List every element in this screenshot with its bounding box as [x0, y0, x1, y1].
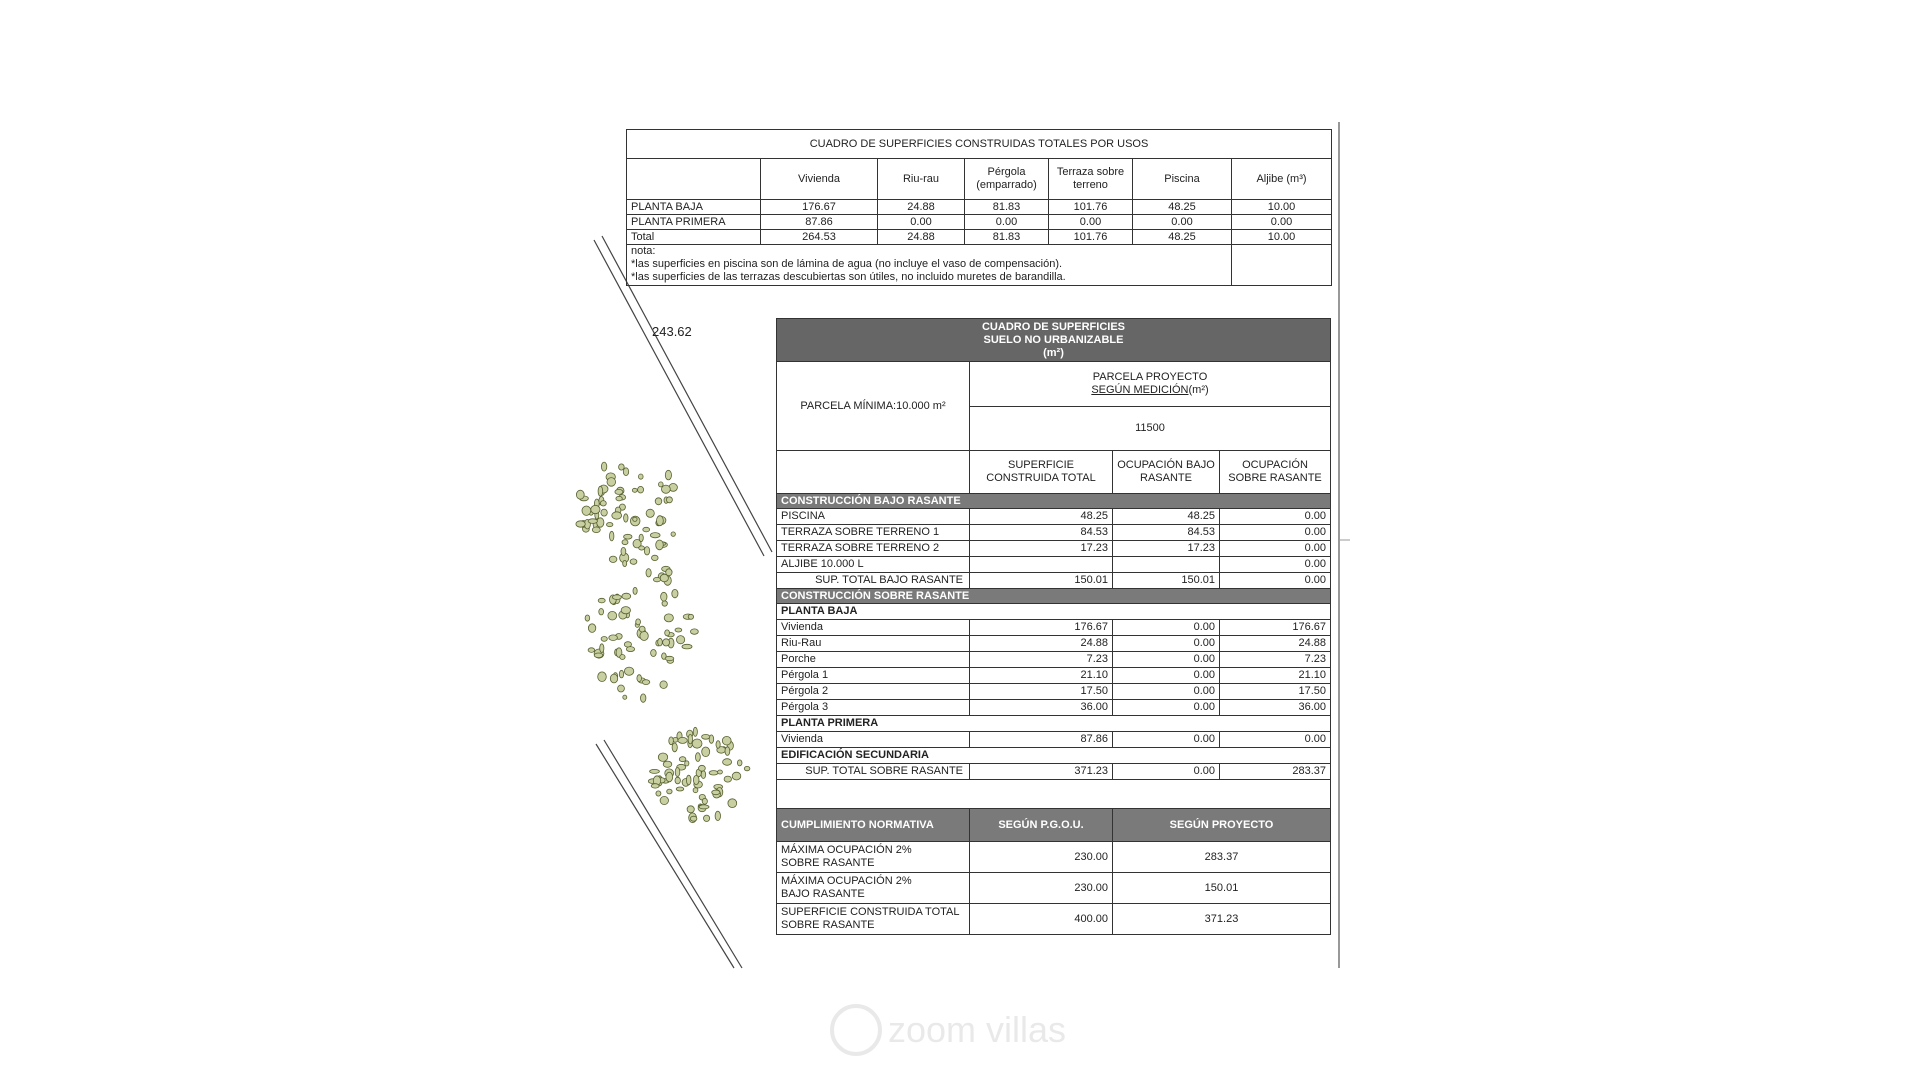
tree-leaf-symbol — [722, 736, 731, 745]
total-row — [777, 573, 1331, 589]
tree-leaf-symbol — [677, 636, 685, 644]
cell: 0.00 — [1113, 732, 1220, 748]
tree-leaf-symbol — [699, 805, 709, 809]
tree-leaf-symbol — [641, 694, 646, 702]
title-line: SUELO NO URBANIZABLE — [983, 333, 1124, 346]
tree-leaf-symbol — [624, 667, 633, 675]
header-empty — [627, 159, 761, 200]
tree-leaf-symbol — [732, 772, 741, 780]
table-row — [777, 557, 1331, 573]
cell: 371.23 — [1113, 904, 1331, 935]
row-label — [777, 842, 970, 873]
parcela-minima-cell: PARCELA MÍNIMA:10.000 m² — [777, 362, 970, 451]
label-line: MÁXIMA OCUPACIÓN 2% — [781, 875, 912, 887]
table-row — [777, 700, 1331, 716]
tree-leaf-symbol — [630, 559, 637, 564]
tree-leaf-symbol — [600, 644, 604, 653]
subsection-title: PLANTA PRIMERA — [777, 716, 1331, 732]
label-line: SOBRE RASANTE — [781, 919, 875, 931]
tree-leaf-symbol — [662, 601, 667, 606]
tree-leaf-symbol — [626, 647, 634, 652]
parcela-proyecto-label: PARCELA PROYECTO — [1092, 370, 1208, 383]
tree-leaf-symbol — [582, 506, 591, 515]
subsection-planta-baja — [777, 604, 1331, 620]
cell: 0.00 — [1220, 573, 1331, 589]
tree-leaf-symbol — [643, 527, 650, 532]
tree-leaf-symbol — [688, 614, 693, 619]
parcela-proyecto-cell — [970, 362, 1331, 407]
cell: 36.00 — [970, 700, 1113, 716]
tree-leaf-symbol — [650, 533, 660, 538]
cell: 230.00 — [970, 842, 1113, 873]
cell: 101.76 — [1049, 230, 1133, 245]
tree-leaf-symbol — [693, 727, 697, 736]
tree-leaf-symbol — [663, 639, 670, 646]
cell: 81.83 — [965, 230, 1049, 245]
tree-leaf-symbol — [716, 741, 720, 749]
tree-leaf-symbol — [642, 680, 650, 685]
cell: 0.00 — [1220, 525, 1331, 541]
tree-leaf-symbol — [608, 611, 617, 620]
note-line: *las superficies de las terrazas descubiertas son útiles, no incluido muretes de barandilla. — [631, 271, 1066, 283]
tree-leaf-symbol — [623, 468, 628, 476]
tree-leaf-symbol — [639, 546, 645, 550]
tree-leaf-symbol — [620, 655, 625, 660]
tree-leaf-symbol — [592, 527, 600, 533]
tree-leaf-symbol — [666, 772, 673, 782]
cell: 0.00 — [1113, 764, 1220, 780]
tree-leaf-symbol — [576, 490, 584, 499]
tree-leaf-symbol — [588, 624, 595, 633]
tree-leaf-symbol — [646, 509, 654, 517]
tree-leaf-symbol — [609, 556, 617, 562]
tree-leaf-symbol — [669, 737, 674, 745]
tree-leaf-symbol — [725, 747, 730, 756]
cell: 24.88 — [878, 200, 965, 215]
tree-leaf-symbol — [709, 771, 718, 775]
tree-leaf-symbol — [651, 650, 657, 657]
cell: 0.00 — [1133, 215, 1232, 230]
tree-leaf-symbol — [665, 630, 670, 636]
cell: 17.50 — [1220, 684, 1331, 700]
tree-leaf-symbol — [612, 512, 622, 519]
row-label: Vivienda — [777, 732, 970, 748]
tree-leaf-symbol — [665, 656, 674, 660]
subsection-edificacion-secundaria — [777, 748, 1331, 764]
header-ocupacion-sobre: OCUPACIÓN SOBRE RASANTE — [1220, 451, 1331, 494]
label-line: MÁXIMA OCUPACIÓN 2% — [781, 844, 912, 856]
tree-leaf-symbol — [639, 534, 643, 542]
tree-leaf-symbol — [663, 761, 672, 767]
row-label: Porche — [777, 652, 970, 668]
tree-leaf-symbol — [588, 519, 597, 524]
built-surfaces-by-use-table — [626, 129, 1332, 286]
tree-leaf-symbol — [640, 631, 648, 640]
header-superficie-construida: SUPERFICIE CONSTRUIDA TOTAL — [970, 451, 1113, 494]
row-label — [777, 904, 970, 935]
tree-leaf-symbol — [660, 681, 667, 689]
table-row — [777, 842, 1331, 873]
tree-leaf-symbol — [612, 595, 621, 600]
tree-leaf-symbol — [636, 619, 641, 625]
cell: 24.88 — [878, 230, 965, 245]
cell — [970, 557, 1113, 573]
cell: 176.67 — [970, 620, 1113, 636]
tree-leaf-symbol — [655, 498, 662, 505]
section-title: CONSTRUCCIÓN SOBRE RASANTE — [777, 589, 1331, 604]
cell: 400.00 — [970, 904, 1113, 935]
tree-leaf-symbol — [610, 674, 617, 683]
spacer-cell — [777, 780, 1331, 809]
row-label: ALJIBE 10.000 L — [777, 557, 970, 573]
tree-leaf-symbol — [693, 788, 698, 793]
tree-leaf-symbol — [610, 531, 614, 541]
cell: 48.25 — [970, 509, 1113, 525]
tree-leaf-symbol — [650, 769, 660, 773]
tree-leaf-symbol — [687, 806, 694, 813]
tree-leaf-symbol — [619, 670, 623, 678]
tree-clusters — [576, 462, 750, 823]
cell: 87.86 — [970, 732, 1113, 748]
cell: 7.23 — [970, 652, 1113, 668]
tree-leaf-symbol — [658, 753, 667, 761]
watermark-logo — [828, 1000, 1118, 1060]
table-row — [777, 668, 1331, 684]
cell: 0.00 — [965, 215, 1049, 230]
spacer-row — [777, 780, 1331, 809]
cell: 7.23 — [1220, 652, 1331, 668]
tree-leaf-symbol — [704, 815, 710, 821]
section-sobre-rasante — [777, 589, 1331, 604]
tree-leaf-symbol — [576, 521, 585, 527]
cell: 84.53 — [1113, 525, 1220, 541]
tree-leaf-symbol — [662, 485, 671, 493]
cell: 0.00 — [1220, 557, 1331, 573]
tree-leaf-symbol — [728, 799, 737, 808]
tree-leaf-symbol — [678, 737, 687, 743]
header-ocupacion-bajo: OCUPACIÓN BAJO RASANTE — [1113, 451, 1220, 494]
tree-leaf-symbol — [651, 784, 659, 788]
table-row — [777, 684, 1331, 700]
segun-medicion-label: SEGÚN MEDICIÓN — [1091, 383, 1189, 396]
tree-leaf-symbol — [616, 496, 622, 501]
section-title: CONSTRUCCIÓN BAJO RASANTE — [777, 494, 1331, 509]
tree-leaf-symbol — [621, 547, 626, 555]
surfaces-non-urban-land-table — [776, 318, 1331, 935]
cell: 0.00 — [878, 215, 965, 230]
header-piscina: Piscina — [1133, 159, 1232, 200]
tree-leaf-symbol — [588, 648, 595, 653]
segun-medicion-line — [974, 384, 1326, 397]
table-row — [777, 873, 1331, 904]
note-line: *las superficies en piscina son de lámina de agua (no incluye el vaso de compensación). — [631, 258, 1063, 270]
table-row — [777, 620, 1331, 636]
cell: 10.00 — [1232, 200, 1332, 215]
tree-leaf-symbol — [701, 771, 706, 779]
row-label: Riu-Rau — [777, 636, 970, 652]
tree-leaf-symbol — [644, 547, 649, 555]
tree-leaf-symbol — [639, 474, 644, 479]
title-line: CUADRO DE SUPERFICIES — [981, 320, 1126, 333]
row-label: Vivienda — [777, 620, 970, 636]
table-row — [777, 636, 1331, 652]
tree-leaf-symbol — [699, 765, 706, 771]
cell: 0.00 — [1113, 652, 1220, 668]
cell: 10.00 — [1232, 230, 1332, 245]
cell: 0.00 — [1049, 215, 1133, 230]
cell: 81.83 — [965, 200, 1049, 215]
tree-leaf-symbol — [601, 637, 607, 642]
tree-leaf-symbol — [676, 787, 684, 791]
total-label: SUP. TOTAL SOBRE RASANTE — [777, 764, 970, 780]
tree-leaf-symbol — [682, 644, 692, 649]
tree-leaf-symbol — [688, 735, 692, 744]
table-row — [777, 732, 1331, 748]
subsection-planta-primera — [777, 716, 1331, 732]
row-label: TERRAZA SOBRE TERRENO 2 — [777, 541, 970, 557]
cell: 21.10 — [970, 668, 1113, 684]
cell: 24.88 — [970, 636, 1113, 652]
cell: 87.86 — [761, 215, 878, 230]
tree-leaf-symbol — [598, 486, 603, 496]
tree-leaf-symbol — [718, 770, 723, 774]
tree-leaf-symbol — [653, 577, 660, 581]
tree-leaf-symbol — [618, 685, 625, 692]
tree-leaf-symbol — [638, 486, 644, 493]
cell: 0.00 — [1113, 620, 1220, 636]
tree-leaf-symbol — [667, 789, 672, 794]
elevation-label: 243.62 — [652, 324, 692, 339]
tree-leaf-symbol — [679, 757, 686, 762]
tree-leaf-symbol — [737, 760, 742, 766]
tree-leaf-symbol — [692, 739, 702, 748]
tree-leaf-symbol — [600, 501, 606, 506]
tree-leaf-symbol — [585, 615, 590, 621]
header-cumplimiento: CUMPLIMIENTO NORMATIVA — [777, 809, 970, 842]
row-label: Pérgola 2 — [777, 684, 970, 700]
tree-leaf-symbol — [646, 569, 651, 577]
row-label: Pérgola 1 — [777, 668, 970, 684]
header-terraza: Terraza sobre terreno — [1049, 159, 1133, 200]
parcela-value: 11500 — [970, 406, 1331, 451]
tree-leaf-symbol — [598, 672, 607, 682]
header-pergola: Pérgola (emparrado) — [965, 159, 1049, 200]
tree-leaf-symbol — [633, 517, 637, 521]
cell: 0.00 — [1220, 541, 1331, 557]
cell: 101.76 — [1049, 200, 1133, 215]
segun-medicion-unit: (m²) — [1188, 383, 1209, 396]
tree-leaf-symbol — [639, 626, 645, 632]
tree-leaf-symbol — [671, 532, 675, 536]
row-label — [777, 873, 970, 904]
cell: 48.25 — [1133, 200, 1232, 215]
tree-leaf-symbol — [702, 747, 710, 757]
subsection-title: EDIFICACIÓN SECUNDARIA — [777, 748, 1331, 764]
main-table-title — [777, 319, 1331, 362]
tree-leaf-symbol — [693, 775, 699, 784]
tree-leaf-symbol — [591, 505, 600, 513]
table-row — [627, 215, 1332, 230]
tree-leaf-symbol — [632, 488, 637, 492]
cell: 150.01 — [1113, 873, 1331, 904]
cell: 283.37 — [1113, 842, 1331, 873]
tree-leaf-symbol — [601, 462, 606, 471]
cell: 176.67 — [761, 200, 878, 215]
tree-leaf-symbol — [601, 509, 607, 516]
cell: 0.00 — [1220, 732, 1331, 748]
tree-leaf-symbol — [622, 593, 631, 599]
notes-row — [627, 245, 1332, 286]
tree-leaf-symbol — [724, 776, 731, 782]
header-pgou: SEGÚN P.G.O.U. — [970, 809, 1113, 842]
header-vivienda: Vivienda — [761, 159, 878, 200]
header-aljibe: Aljibe (m³) — [1232, 159, 1332, 200]
label-line: BAJO RASANTE — [781, 888, 865, 900]
tree-leaf-symbol — [599, 609, 604, 615]
title-line: (m²) — [1043, 346, 1064, 359]
tree-leaf-symbol — [622, 540, 628, 545]
row-label: Total — [627, 230, 761, 245]
tree-leaf-symbol — [597, 518, 604, 527]
tree-leaf-symbol — [715, 811, 720, 820]
tree-leaf-symbol — [624, 534, 632, 539]
cell: 264.53 — [761, 230, 878, 245]
table-row — [777, 525, 1331, 541]
tree-leaf-symbol — [675, 777, 680, 784]
tree-leaf-symbol — [664, 614, 673, 622]
tree-leaf-symbol — [652, 555, 659, 560]
cell: 176.67 — [1220, 620, 1331, 636]
tree-leaf-symbol — [744, 766, 750, 770]
header-riu-rau: Riu-rau — [878, 159, 965, 200]
total-label: SUP. TOTAL BAJO RASANTE — [777, 573, 970, 589]
tree-leaf-symbol — [666, 569, 672, 576]
notes-cell — [627, 245, 1232, 286]
row-label: PISCINA — [777, 509, 970, 525]
tree-leaf-symbol — [594, 653, 603, 658]
tree-leaf-symbol — [690, 816, 697, 821]
cell: 48.25 — [1113, 509, 1220, 525]
table-row — [777, 509, 1331, 525]
tree-leaf-symbol — [658, 638, 663, 646]
tree-leaf-symbol — [686, 775, 691, 785]
tree-leaf-symbol — [675, 768, 680, 777]
notes-empty-cell — [1232, 245, 1332, 286]
cell: 17.23 — [970, 541, 1113, 557]
tree-leaf-symbol — [598, 598, 605, 603]
table-header-row — [627, 159, 1332, 200]
tree-leaf-symbol — [666, 497, 672, 503]
cell: 371.23 — [970, 764, 1113, 780]
table-row — [627, 200, 1332, 215]
row-label: PLANTA PRIMERA — [627, 215, 761, 230]
row-label: PLANTA BAJA — [627, 200, 761, 215]
tree-leaf-symbol — [656, 791, 661, 796]
tree-leaf-symbol — [665, 470, 671, 480]
tree-leaf-symbol — [637, 675, 642, 682]
header-proyecto: SEGÚN PROYECTO — [1113, 809, 1331, 842]
cell: 230.00 — [970, 873, 1113, 904]
cell — [1113, 557, 1220, 573]
section-bajo-rasante — [777, 494, 1331, 509]
tree-leaf-symbol — [685, 761, 689, 766]
cell: 48.25 — [1133, 230, 1232, 245]
table-row — [777, 904, 1331, 935]
cell: 0.00 — [1232, 215, 1332, 230]
tree-leaf-symbol — [660, 796, 668, 804]
cell: 150.01 — [970, 573, 1113, 589]
note-line: nota: — [631, 245, 656, 257]
table-title: CUADRO DE SUPERFICIES CONSTRUIDAS TOTALES POR USOS — [627, 130, 1332, 159]
watermark-text: zoom villas — [888, 1009, 1067, 1050]
tree-leaf-symbol — [675, 628, 682, 632]
tree-leaf-symbol — [702, 734, 710, 739]
table-row — [777, 541, 1331, 557]
cell: 21.10 — [1220, 668, 1331, 684]
cell: 84.53 — [970, 525, 1113, 541]
tree-leaf-symbol — [607, 478, 616, 487]
tree-leaf-symbol — [623, 560, 627, 566]
cell: 0.00 — [1113, 668, 1220, 684]
cell: 150.01 — [1113, 573, 1220, 589]
tree-leaf-symbol — [661, 592, 667, 601]
tree-leaf-symbol — [621, 607, 630, 614]
cell: 24.88 — [1220, 636, 1331, 652]
row-label: TERRAZA SOBRE TERRENO 1 — [777, 525, 970, 541]
cell: 17.50 — [970, 684, 1113, 700]
watermark-ring-icon — [832, 1006, 880, 1054]
cell: 0.00 — [1113, 684, 1220, 700]
cell: 283.37 — [1220, 764, 1331, 780]
tree-leaf-symbol — [696, 753, 701, 762]
plot-boundary-line-3 — [596, 744, 734, 968]
tree-leaf-symbol — [615, 489, 623, 494]
tree-leaf-symbol — [702, 798, 707, 804]
header-empty — [777, 451, 970, 494]
cell: 0.00 — [1113, 700, 1220, 716]
tree-leaf-symbol — [624, 514, 628, 522]
cell: 0.00 — [1113, 636, 1220, 652]
row-label: Pérgola 3 — [777, 700, 970, 716]
cell: 0.00 — [1220, 509, 1331, 525]
table-row — [627, 230, 1332, 245]
tree-leaf-symbol — [672, 589, 678, 597]
table-row — [777, 652, 1331, 668]
tree-leaf-symbol — [723, 759, 732, 766]
tree-leaf-symbol — [633, 587, 637, 594]
total-row — [777, 764, 1331, 780]
tree-leaf-symbol — [623, 695, 627, 699]
tree-leaf-symbol — [656, 540, 664, 550]
tree-leaf-symbol — [607, 523, 613, 527]
tree-leaf-symbol — [691, 629, 699, 634]
subsection-title: PLANTA BAJA — [777, 604, 1331, 620]
tree-leaf-symbol — [609, 635, 618, 641]
tree-leaf-symbol — [657, 516, 664, 526]
cumplimiento-header-row — [777, 809, 1331, 842]
label-line: SUPERFICIE CONSTRUIDA TOTAL — [781, 906, 960, 918]
cell: 17.23 — [1113, 541, 1220, 557]
label-line: SOBRE RASANTE — [781, 857, 875, 869]
tree-leaf-symbol — [712, 790, 720, 795]
cell: 36.00 — [1220, 700, 1331, 716]
